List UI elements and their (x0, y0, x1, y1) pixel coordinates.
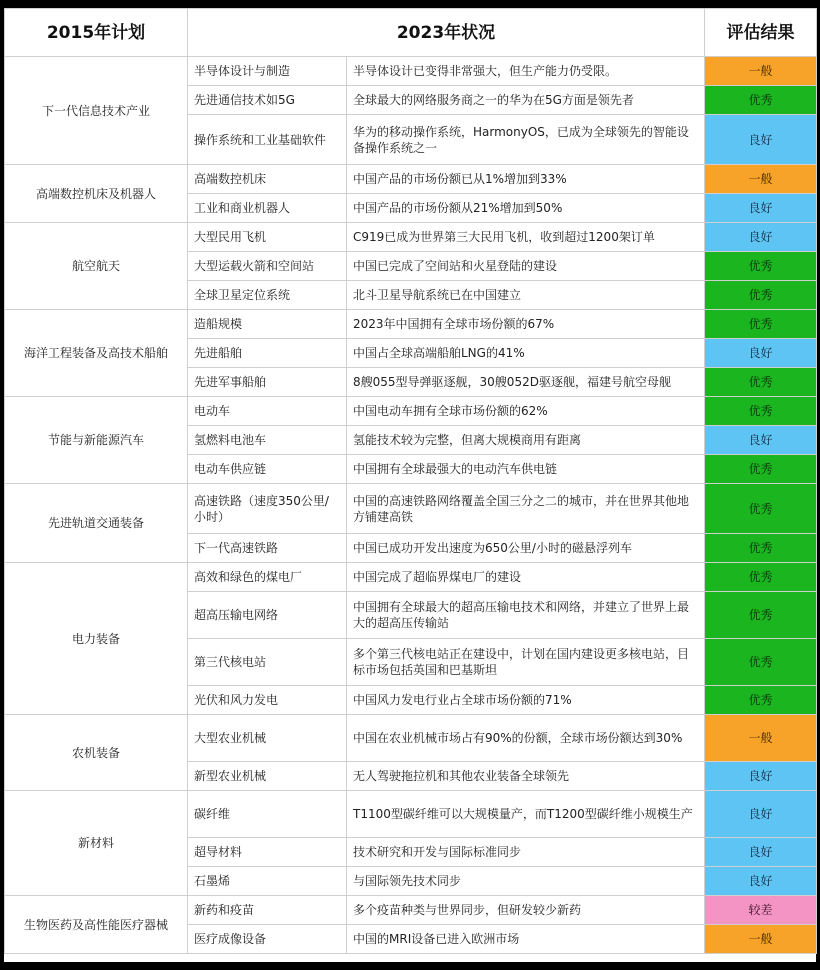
item-cell: 医疗成像设备 (188, 925, 347, 954)
item-cell: 全球卫星定位系统 (188, 281, 347, 310)
item-cell: 大型农业机械 (188, 715, 347, 762)
item-cell: 半导体设计与制造 (188, 57, 347, 86)
category-cell: 先进轨道交通装备 (5, 484, 188, 563)
status-cell: 北斗卫星导航系统已在中国建立 (347, 281, 705, 310)
item-cell: 高速铁路（速度350公里/小时） (188, 484, 347, 534)
table-row (5, 484, 817, 534)
grade-badge: 良好 (705, 791, 817, 838)
category-cell: 下一代信息技术产业 (5, 57, 188, 165)
status-cell: 多个疫苗种类与世界同步，但研发较少新药 (347, 896, 705, 925)
header-result: 评估结果 (705, 9, 817, 57)
status-cell: 中国电动车拥有全球市场份额的62% (347, 397, 705, 426)
header-plan: 2015年计划 (5, 9, 188, 57)
item-cell: 石墨烯 (188, 867, 347, 896)
grade-badge: 优秀 (705, 592, 817, 639)
status-cell: 中国产品的市场份额已从1%增加到33% (347, 165, 705, 194)
status-cell: 2023年中国拥有全球市场份额的67% (347, 310, 705, 339)
item-cell: 先进军事船舶 (188, 368, 347, 397)
comparison-table-sheet (4, 8, 816, 962)
item-cell: 大型运载火箭和空间站 (188, 252, 347, 281)
grade-badge: 优秀 (705, 484, 817, 534)
status-cell: C919已成为世界第三大民用飞机，收到超过1200架订单 (347, 223, 705, 252)
status-cell: 与国际领先技术同步 (347, 867, 705, 896)
status-cell: 中国已成功开发出速度为650公里/小时的磁悬浮列车 (347, 534, 705, 563)
item-cell: 操作系统和工业基础软件 (188, 115, 347, 165)
item-cell: 新药和疫苗 (188, 896, 347, 925)
grade-badge: 优秀 (705, 86, 817, 115)
grade-badge: 良好 (705, 223, 817, 252)
grade-badge: 优秀 (705, 563, 817, 592)
status-cell: 中国在农业机械市场占有90%的份额，全球市场份额达到30% (347, 715, 705, 762)
grade-badge: 良好 (705, 867, 817, 896)
item-cell: 碳纤维 (188, 791, 347, 838)
table-row (5, 310, 817, 339)
grade-badge: 较差 (705, 896, 817, 925)
grade-badge: 优秀 (705, 534, 817, 563)
status-cell: 华为的移动操作系统，HarmonyOS，已成为全球领先的智能设备操作系统之一 (347, 115, 705, 165)
table-row (5, 57, 817, 86)
grade-badge: 良好 (705, 426, 817, 455)
grade-badge: 良好 (705, 339, 817, 368)
grade-badge: 一般 (705, 165, 817, 194)
item-cell: 下一代高速铁路 (188, 534, 347, 563)
item-cell: 氢燃料电池车 (188, 426, 347, 455)
table-row (5, 165, 817, 194)
item-cell: 光伏和风力发电 (188, 686, 347, 715)
grade-badge: 良好 (705, 115, 817, 165)
status-cell: 无人驾驶拖拉机和其他农业装备全球领先 (347, 762, 705, 791)
table-row (5, 715, 817, 762)
category-cell: 节能与新能源汽车 (5, 397, 188, 484)
item-cell: 高端数控机床 (188, 165, 347, 194)
status-cell: 中国的MRI设备已进入欧洲市场 (347, 925, 705, 954)
table-row (5, 791, 817, 838)
grade-badge: 优秀 (705, 639, 817, 686)
item-cell: 大型民用飞机 (188, 223, 347, 252)
item-cell: 造船规模 (188, 310, 347, 339)
status-cell: 氢能技术较为完整，但离大规模商用有距离 (347, 426, 705, 455)
status-cell: 全球最大的网络服务商之一的华为在5G方面是领先者 (347, 86, 705, 115)
table-row (5, 896, 817, 925)
category-cell: 生物医药及高性能医疗器械 (5, 896, 188, 954)
status-cell: 8艘055型导弹驱逐舰，30艘052D驱逐舰，福建号航空母舰 (347, 368, 705, 397)
grade-badge: 优秀 (705, 281, 817, 310)
item-cell: 高效和绿色的煤电厂 (188, 563, 347, 592)
item-cell: 先进通信技术如5G (188, 86, 347, 115)
status-cell: 中国风力发电行业占全球市场份额的71% (347, 686, 705, 715)
status-cell: 中国的高速铁路网络覆盖全国三分之二的城市，并在世界其他地方铺建高铁 (347, 484, 705, 534)
status-cell: 多个第三代核电站正在建设中，计划在国内建设更多核电站，目标市场包括英国和巴基斯坦 (347, 639, 705, 686)
item-cell: 新型农业机械 (188, 762, 347, 791)
header-status: 2023年状况 (188, 9, 705, 57)
table-row (5, 223, 817, 252)
status-cell: T1100型碳纤维可以大规模量产，而T1200型碳纤维小规模生产 (347, 791, 705, 838)
item-cell: 工业和商业机器人 (188, 194, 347, 223)
status-cell: 半导体设计已变得非常强大，但生产能力仍受限。 (347, 57, 705, 86)
table-body (5, 57, 817, 954)
grade-badge: 优秀 (705, 252, 817, 281)
status-cell: 中国占全球高端船舶LNG的41% (347, 339, 705, 368)
grade-badge: 优秀 (705, 397, 817, 426)
item-cell: 电动车 (188, 397, 347, 426)
status-cell: 中国已完成了空间站和火星登陆的建设 (347, 252, 705, 281)
item-cell: 第三代核电站 (188, 639, 347, 686)
status-cell: 中国产品的市场份额从21%增加到50% (347, 194, 705, 223)
item-cell: 超高压输电网络 (188, 592, 347, 639)
grade-badge: 良好 (705, 838, 817, 867)
status-cell: 中国完成了超临界煤电厂的建设 (347, 563, 705, 592)
item-cell: 超导材料 (188, 838, 347, 867)
grade-badge: 良好 (705, 762, 817, 791)
grade-badge: 一般 (705, 57, 817, 86)
category-cell: 电力装备 (5, 563, 188, 715)
category-cell: 海洋工程装备及高技术船舶 (5, 310, 188, 397)
grade-badge: 优秀 (705, 310, 817, 339)
grade-badge: 一般 (705, 925, 817, 954)
grade-badge: 良好 (705, 194, 817, 223)
grade-badge: 优秀 (705, 368, 817, 397)
category-cell: 高端数控机床及机器人 (5, 165, 188, 223)
status-cell: 中国拥有全球最大的超高压输电技术和网络，并建立了世界上最大的超高压传输站 (347, 592, 705, 639)
category-cell: 新材料 (5, 791, 188, 896)
status-cell: 中国拥有全球最强大的电动汽车供电链 (347, 455, 705, 484)
grade-badge: 优秀 (705, 686, 817, 715)
status-cell: 技术研究和开发与国际标准同步 (347, 838, 705, 867)
comparison-table (4, 8, 817, 954)
table-row (5, 563, 817, 592)
category-cell: 农机装备 (5, 715, 188, 791)
grade-badge: 优秀 (705, 455, 817, 484)
table-row (5, 397, 817, 426)
item-cell: 电动车供应链 (188, 455, 347, 484)
grade-badge: 一般 (705, 715, 817, 762)
item-cell: 先进船舶 (188, 339, 347, 368)
header-row (5, 9, 817, 57)
category-cell: 航空航天 (5, 223, 188, 310)
